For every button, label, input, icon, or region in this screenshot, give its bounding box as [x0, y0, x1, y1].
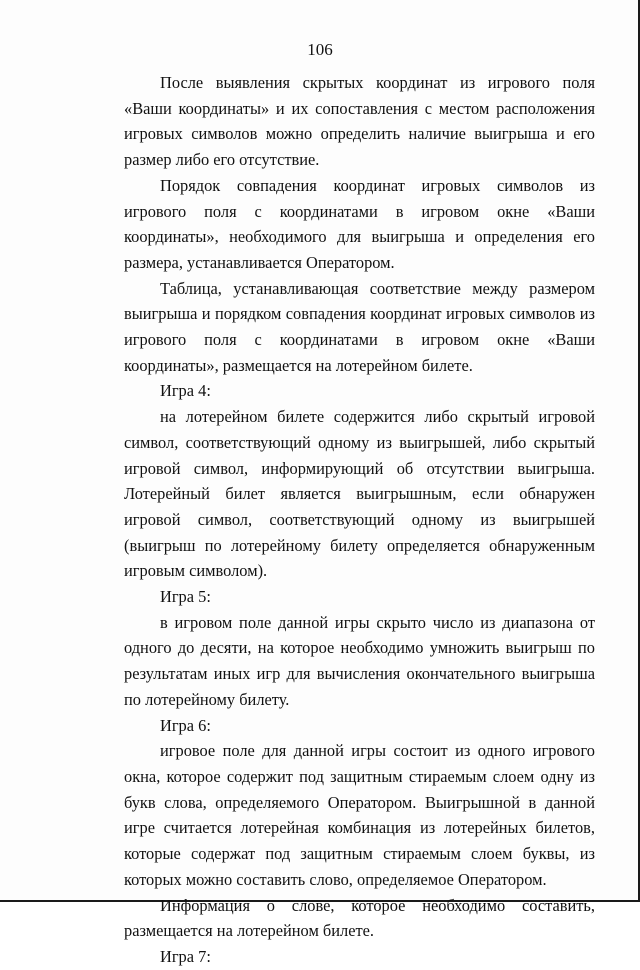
paragraph: на лотерейном билете содержится либо скрытый игровой символ, соответствующий одному из выигрышей, либо скрытый игровой символ, информирующий об отсутствии выигрыша. Лотерейный билет является выигрышным, если обнаружен игровой символ, соответствующий одному из выигрышей (выигрыш по лотерейному билету определяется обнаруженным игровым символом). [124, 407, 595, 581]
page-number: 106 [307, 40, 333, 59]
paragraph: в игровом поле данной игры скрыто число из диапазона от одного до десяти, на которое необходимо умножить выигрыш по результатам иных игр для вычисления окончательного выигрыша по лотерейному билету. [124, 612, 595, 709]
game-heading: Игра 4: [160, 381, 211, 401]
game-heading: Игра 7: [160, 946, 211, 966]
paragraph: Таблица, устанавливающая соответствие между размером выигрыша и порядком совпадения координат игровых символов из игрового поля с координатами в игровом окне «Ваши координаты», размещается на лотерейном билете. [124, 278, 595, 375]
game-heading: Игра 5: [160, 587, 211, 607]
paragraph: Информация о слове, которое необходимо составить, размещается на лотерейном билете. [124, 895, 595, 941]
paragraph: игровое поле для данной игры состоит из одного игрового окна, которое содержит под защитным стираемым слоем одну из букв слова, определяемого Оператором. Выигрышной в данной игре считается лотерейная комбинация из лотерейных билетов, которые содержат под защитным стираемым слоем буквы, из которых можно составить слово, определяемое Оператором. [124, 741, 595, 889]
paragraph: Порядок совпадения координат игровых символов из игрового поля с координатами в игровом окне «Ваши координаты», необходимого для выигрыша и определения его размера, устанавливается Оператором. [124, 175, 595, 272]
paragraph: После выявления скрытых координат из игрового поля «Ваши координаты» и их сопоставления с местом расположения игровых символов можно определить наличие выигрыша и его размер либо его отсутствие. [124, 73, 595, 170]
document-body [124, 70, 595, 970]
game-heading: Игра 6: [160, 715, 211, 735]
